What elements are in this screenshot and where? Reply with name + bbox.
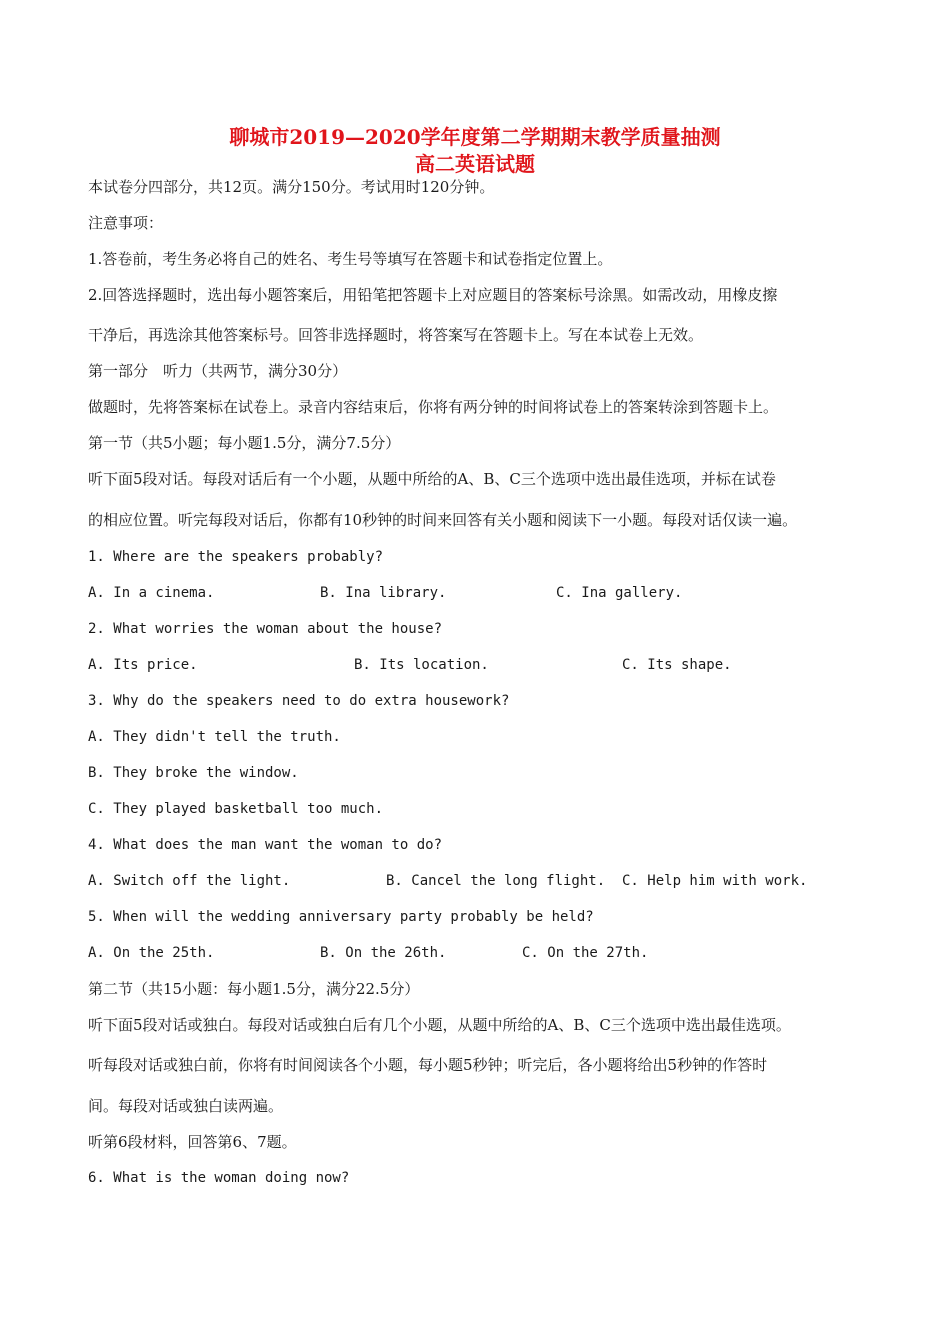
exam-subtitle: 高二英语试题 bbox=[415, 152, 535, 176]
exam-title: 聊城市2019—2020学年度第二学期期末教学质量抽测 bbox=[229, 125, 721, 149]
question-3: 3. Why do the speakers need to do extra housework? bbox=[88, 693, 510, 709]
question-6: 6. What is the woman doing now? bbox=[88, 1170, 350, 1186]
q1-option-c: C. Ina gallery. bbox=[556, 585, 683, 601]
notice-item-1: 1.答卷前，考生务必将自己的姓名、考生号等填写在答题卡和试卷指定位置上。 bbox=[88, 250, 613, 268]
q3-option-c: C. They played basketball too much. bbox=[88, 801, 384, 817]
material-6-heading: 听第6段材料，回答第6、7题。 bbox=[88, 1133, 297, 1151]
part1-instruction: 做题时，先将答案标在试卷上。录音内容结束后，你将有两分钟的时间将试卷上的答案转涂到答题卡上。 bbox=[88, 398, 779, 416]
q2-option-a: A. Its price. bbox=[88, 657, 198, 673]
q5-option-b: B. On the 26th. bbox=[320, 945, 447, 961]
section2-instruction-line-2: 听每段对话或独白前，你将有时间阅读各个小题，每小题5秒钟；听完后，各小题将给出5秒钟的作答时 bbox=[88, 1056, 768, 1074]
q5-option-c: C. On the 27th. bbox=[522, 945, 649, 961]
question-2: 2. What worries the woman about the house? bbox=[88, 621, 443, 637]
section1-instruction-line-2: 的相应位置。听完每段对话后，你都有10秒钟的时间来回答有关小题和阅读下一小题。每段对话仅读一遍。 bbox=[88, 511, 798, 529]
part1-heading: 第一部分 听力（共两节，满分30分） bbox=[88, 362, 348, 380]
question-4: 4. What does the man want the woman to do? bbox=[88, 837, 443, 853]
section2-heading: 第二节（共15小题：每小题1.5分，满分22.5分） bbox=[88, 980, 420, 998]
notice-item-2-line-2: 干净后，再选涂其他答案标号。回答非选择题时，将答案写在答题卡上。写在本试卷上无效。 bbox=[88, 326, 704, 344]
q3-option-a: A. They didn't tell the truth. bbox=[88, 729, 341, 745]
q1-option-b: B. Ina library. bbox=[320, 585, 447, 601]
q4-option-c: C. Help him with work. bbox=[622, 873, 808, 889]
q4-option-b: B. Cancel the long flight. bbox=[386, 873, 606, 889]
question-5: 5. When will the wedding anniversary party probably be held? bbox=[88, 909, 594, 925]
q4-option-a: A. Switch off the light. bbox=[88, 873, 291, 889]
section1-instruction-line-1: 听下面5段对话。每段对话后有一个小题，从题中所给的A、B、C三个选项中选出最佳选项，并标在试卷 bbox=[88, 470, 776, 488]
q3-option-b: B. They broke the window. bbox=[88, 765, 299, 781]
exam-summary: 本试卷分四部分，共12页。满分150分。考试用时120分钟。 bbox=[88, 178, 495, 196]
section2-instruction-line-1: 听下面5段对话或独白。每段对话或独白后有几个小题，从题中所给的A、B、C三个选项中选出最佳选项。 bbox=[88, 1016, 791, 1034]
q2-option-b: B. Its location. bbox=[354, 657, 489, 673]
notice-heading: 注意事项： bbox=[88, 214, 164, 232]
question-1: 1. Where are the speakers probably? bbox=[88, 549, 384, 565]
notice-item-2-line-1: 2.回答选择题时，选出每小题答案后，用铅笔把答题卡上对应题目的答案标号涂黑。如需改动，用橡皮擦 bbox=[88, 286, 778, 304]
q5-option-a: A. On the 25th. bbox=[88, 945, 215, 961]
section2-instruction-line-3: 间。每段对话或独白读两遍。 bbox=[88, 1097, 284, 1115]
section1-heading: 第一节（共5小题；每小题1.5分，满分7.5分） bbox=[88, 434, 401, 452]
q1-option-a: A. In a cinema. bbox=[88, 585, 215, 601]
q2-option-c: C. Its shape. bbox=[622, 657, 732, 673]
